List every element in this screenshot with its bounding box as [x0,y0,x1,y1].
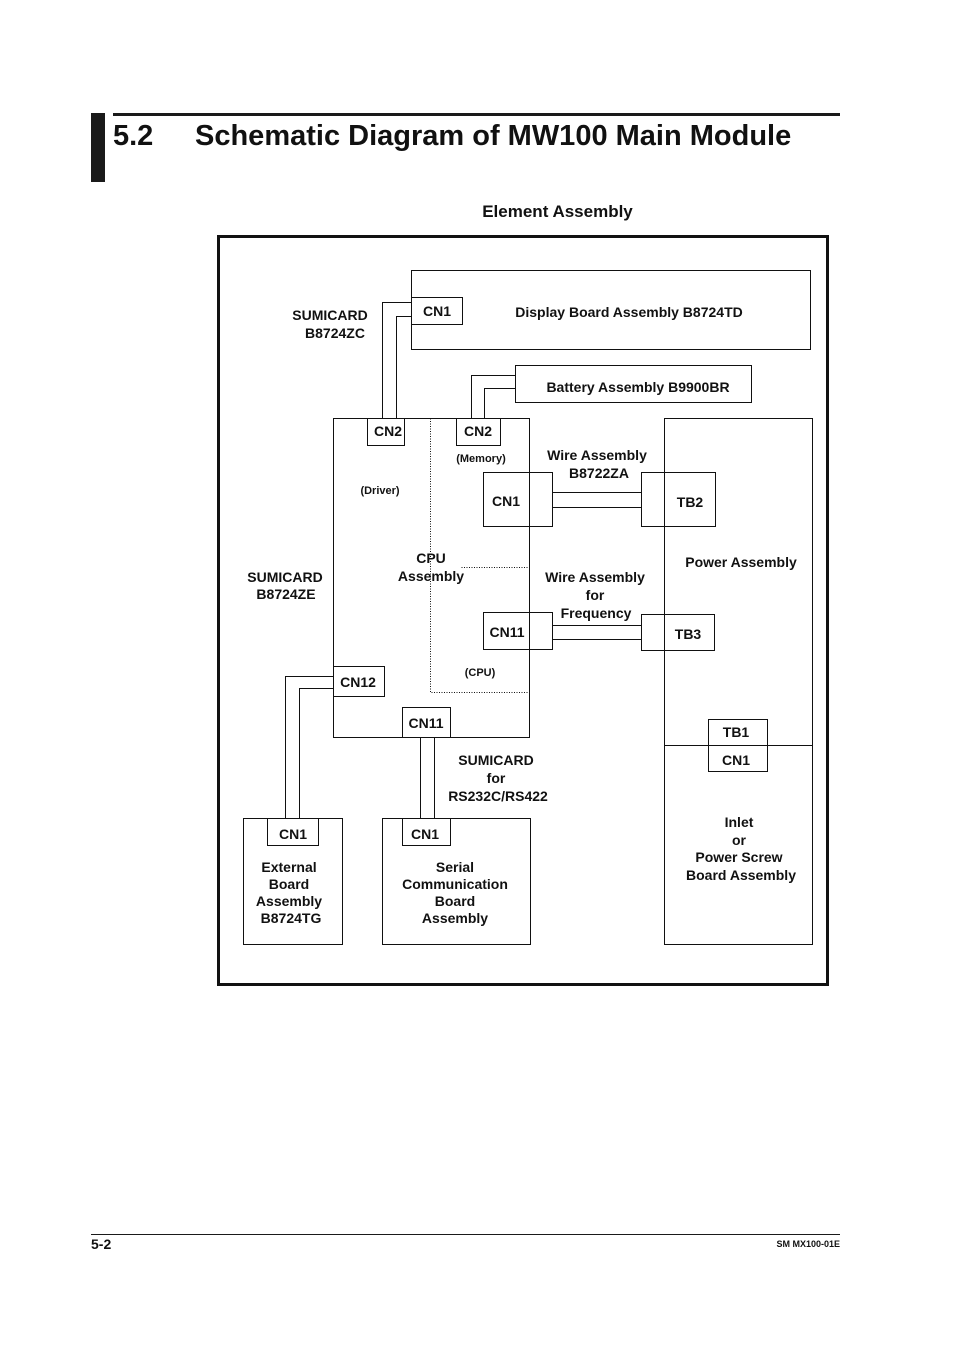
external-label-1: External [261,859,317,875]
document-id: SM MX100-01E [776,1239,840,1249]
cable-battery-inner [485,389,516,419]
wire-assembly-b8722za [553,493,642,508]
cn12-label: CN12 [340,674,376,690]
external-label-3: Assembly [255,893,323,909]
cn2-left-label: CN2 [373,423,403,439]
section-title: Schematic Diagram of MW100 Main Module [195,120,792,152]
battery-label: Battery Assembly B9900BR [546,379,730,395]
serial-label-3: Board [434,893,476,909]
wire-assembly-label-2: B8722ZA [569,465,629,481]
sumicard-serial-label-1: SUMICARD [458,752,534,768]
wire-freq-label-1: Wire Assembly [545,569,645,585]
cpu-paren-label: (CPU) [464,667,496,679]
cable-display-inner [397,317,412,419]
wire-assembly-frequency [553,626,642,640]
footer-rule [91,1234,840,1235]
inlet-label-4: Board Assembly [686,867,796,883]
cable-serial [421,738,435,819]
external-label-4: B8724TG [260,910,322,926]
inlet-label-2: or [732,832,746,848]
inlet-label-1: Inlet [724,814,754,830]
inlet-label-3: Power Screw [695,849,783,865]
driver-label: (Driver) [360,485,400,497]
serial-label-2: Communication [402,876,508,892]
cn1-serial-label: CN1 [410,826,440,842]
tb1-label: TB1 [722,724,750,740]
sumicard-top-label-1: SUMICARD [292,307,368,323]
sumicard-serial-label-3: RS232C/RS422 [448,788,548,804]
display-cn1-label: CN1 [422,303,452,319]
wire-freq-label-2: for [585,587,605,603]
external-label-2: Board [268,876,310,892]
memory-label: (Memory) [456,453,506,465]
serial-label-1: Serial [435,859,475,875]
cn11-bottom-label: CN11 [408,715,444,731]
cn1-cpu-label: CN1 [491,493,521,509]
serial-label-4: Assembly [421,910,489,926]
section-number: 5.2 [113,120,154,152]
sumicard-top-label-2: B8724ZC [305,325,365,341]
sumicard-left-label-1: SUMICARD [247,569,323,585]
display-board-label: Display Board Assembly B8724TD [515,304,743,320]
cpu-label-1: CPU [416,550,446,566]
cn11-cpu-label: CN11 [489,624,525,640]
cable-cn12-outer [286,677,334,819]
wire-assembly-label-1: Wire Assembly [547,447,647,463]
wire-freq-label-3: Frequency [560,605,632,621]
diagram-title: Element Assembly [482,202,633,221]
cn1-power-label: CN1 [721,752,751,768]
tb2-label: TB2 [676,494,704,510]
cable-battery-outer [472,376,516,419]
cn1-external-label: CN1 [278,826,308,842]
cpu-label-2: Assembly [397,568,465,584]
sumicard-left-label-2: B8724ZE [256,586,316,602]
page-number: 5-2 [91,1236,112,1252]
power-assembly-label: Power Assembly [685,554,797,570]
cn2-right-label: CN2 [463,423,493,439]
tb3-label: TB3 [674,626,702,642]
cable-cn12-inner [300,689,334,819]
sumicard-serial-label-2: for [486,770,506,786]
